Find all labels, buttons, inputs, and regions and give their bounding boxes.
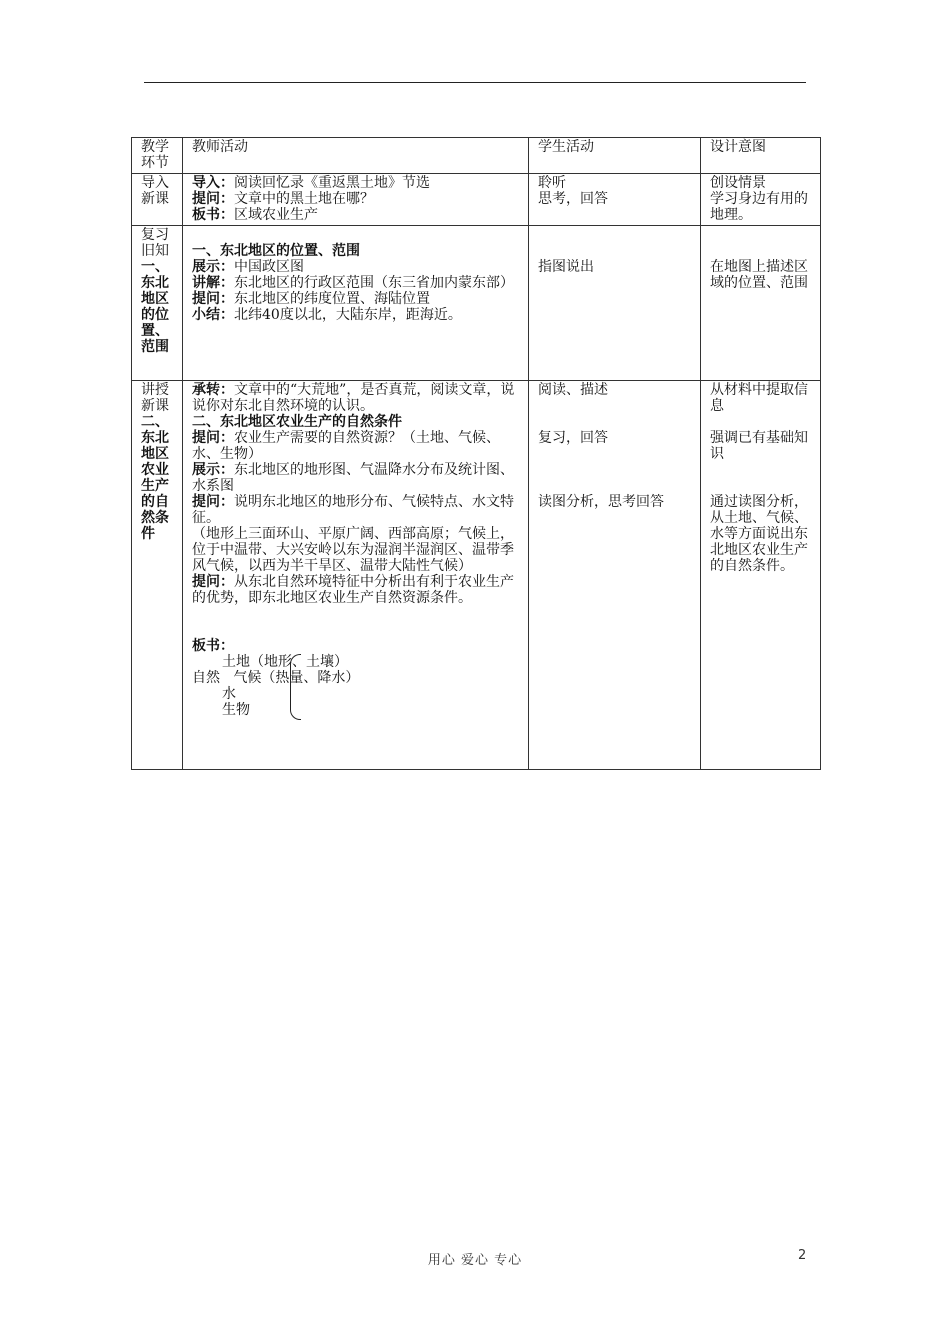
section-heading: 二、东北地区农业生产的自然条件 (192, 414, 402, 430)
teacher-line: 展示：中国政区图 (192, 259, 304, 275)
student-line: 思考，回答 (538, 191, 608, 207)
board-item-row (192, 670, 523, 686)
teacher-line: 提问：文章中的黑土地在哪？ (192, 191, 374, 207)
header-rule (144, 82, 806, 83)
student-cell (529, 226, 701, 381)
teacher-cell (183, 226, 529, 381)
intent-line: 创设情景 (710, 175, 766, 191)
teacher-line: 提问：从东北自然环境特征中分析出有利于农业生产的优势，即东北地区农业生产自然资源条件。 (192, 574, 514, 606)
teacher-line: 讲解：东北地区的行政区范围（东三省加内蒙东部） (192, 275, 514, 291)
teacher-line: 导入：阅读回忆录《重返黑土地》节选 (192, 175, 430, 191)
stage-cell (132, 226, 183, 381)
teacher-line: 提问：东北地区的纬度位置、海陆位置 (192, 291, 430, 307)
blackboard-outline (192, 638, 523, 718)
table-row-review (132, 226, 821, 381)
teacher-line: 展示：东北地区的地形图、气温降水分布及统计图、水系图 (192, 462, 514, 494)
board-item: 气候（热量、降水） (233, 670, 360, 686)
intent-line: 从材料中提取信息 (710, 382, 808, 414)
stage-cell (132, 381, 183, 770)
teacher-line: 板书：区域农业生产 (192, 207, 318, 223)
stage-label: 复习旧知 (141, 227, 169, 259)
board-label: 板书： (192, 638, 234, 654)
teacher-line: 提问：说明东北地区的地形分布、气候特点、水文特征。 (192, 494, 514, 526)
stage-topic: 一、东北地区的位置、范围 (141, 259, 169, 355)
table-header-row (132, 138, 821, 174)
student-cell (529, 174, 701, 226)
intent-cell (701, 381, 821, 770)
column-header-intent: 设计意图 (701, 138, 821, 174)
teacher-line: 提问：农业生产需要的自然资源？（土地、气候、水、生物） (192, 430, 500, 462)
stage-topic: 二、东北地区农业生产的自然条件 (141, 414, 169, 542)
student-line: 指图说出 (538, 259, 594, 275)
column-header-student: 学生活动 (529, 138, 701, 174)
intent-line: 在地图上描述区域的位置、范围 (710, 259, 808, 291)
table-row-intro (132, 174, 821, 226)
stage-label: 讲授新课 (141, 382, 169, 414)
intent-line: 学习身边有用的地理。 (710, 191, 808, 223)
student-cell (529, 381, 701, 770)
student-line: 复习，回答 (538, 430, 608, 446)
column-header-teacher: 教师活动 (183, 138, 529, 174)
table-row-lecture (132, 381, 821, 770)
board-root: 自然 (192, 670, 220, 686)
stage-cell (132, 174, 183, 226)
page-footer: 用心 爱心 专心 (427, 1253, 523, 1268)
intent-cell (701, 226, 821, 381)
brace-icon (290, 654, 301, 720)
intent-line: 通过读图分析，从土地、气候、水等方面说出东北地区农业生产的自然条件。 (710, 494, 808, 574)
board-item: 土地（地形、土壤） (222, 654, 348, 670)
section-heading: 一、东北地区的位置、范围 (192, 243, 360, 259)
teacher-note: （地形上三面环山、平原广阔、西部高原；气候上，位于中温带、大兴安岭以东为湿润半湿润区、温带季风气候，以西为半干旱区、温带大陆性气候） (192, 526, 514, 574)
column-header-stage: 教学环节 (132, 138, 183, 174)
student-line: 阅读、描述 (538, 382, 608, 398)
student-line: 读图分析，思考回答 (538, 494, 664, 510)
teacher-line: 小结：北纬40度以北，大陆东岸，距海近。 (192, 307, 462, 323)
board-item: 水 (222, 686, 236, 702)
teacher-line: 承转：文章中的“大荒地”，是否真荒，阅读文章，说说你对东北自然环境的认识。 (192, 382, 515, 414)
student-line: 聆听 (538, 175, 566, 191)
teacher-cell (183, 174, 529, 226)
board-item: 生物 (222, 702, 250, 718)
stage-label: 导入新课 (141, 175, 169, 207)
page-number: 2 (798, 1248, 807, 1263)
lesson-plan-table (131, 137, 821, 770)
intent-cell (701, 174, 821, 226)
intent-line: 强调已有基础知识 (710, 430, 808, 462)
teacher-cell (183, 381, 529, 770)
